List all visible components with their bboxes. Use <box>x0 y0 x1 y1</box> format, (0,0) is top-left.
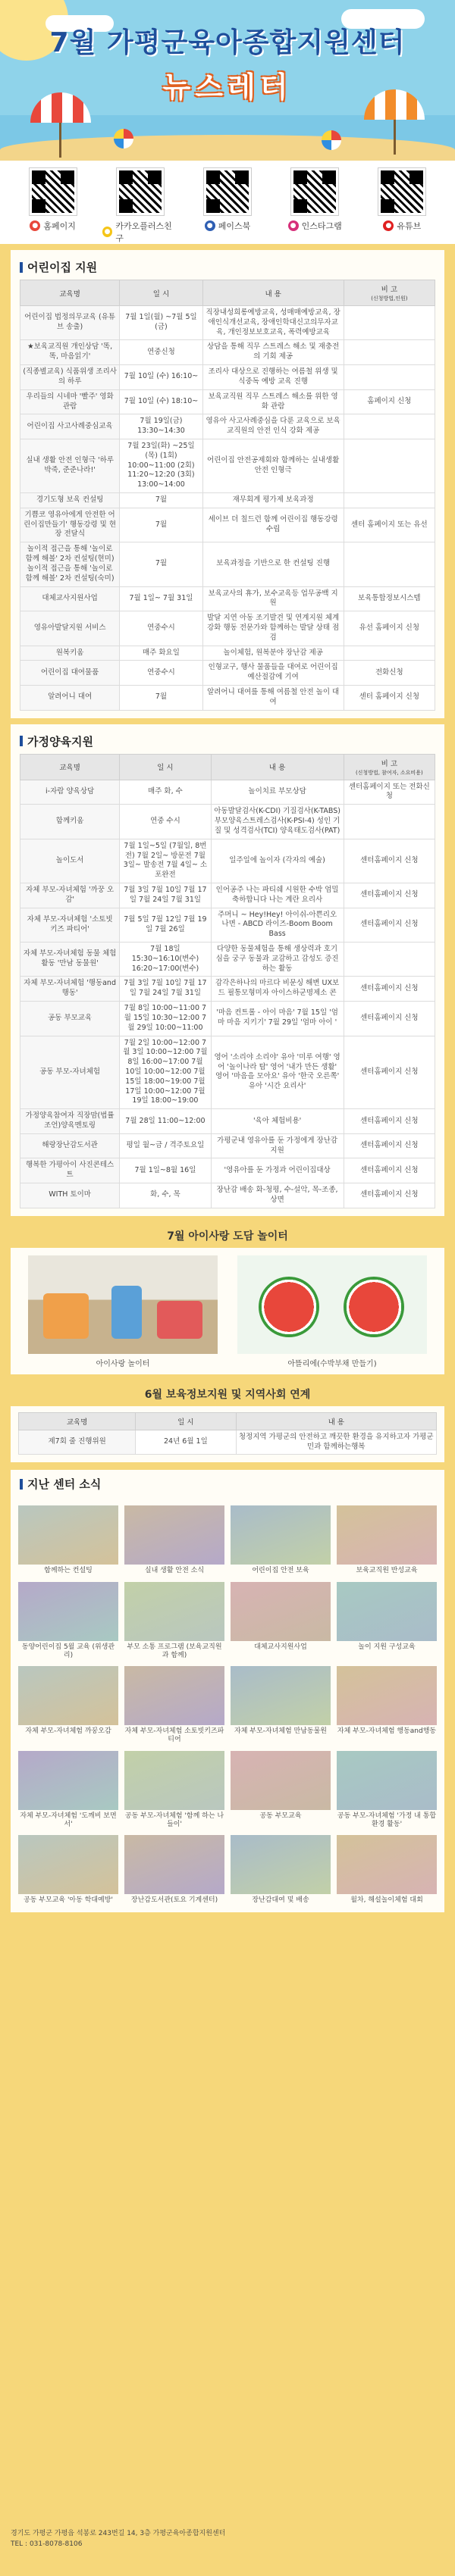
table-cell: 센터홈페이지 신청 <box>344 883 435 908</box>
table-cell: 보육교사의 휴가, 보수교육등 업무공백 지원 <box>202 586 344 611</box>
news-photo <box>231 1505 331 1565</box>
table-row <box>20 439 435 492</box>
col-header: 교육명 <box>20 754 120 780</box>
beach-ball-icon <box>322 130 341 150</box>
table-cell: 자체 부모-자녀체험 '행동and행동' <box>20 977 120 1002</box>
news-photo <box>337 1582 437 1641</box>
table-cell: ★보육교직원 개인상담 '똑, 똑, 마음읽기' <box>20 340 120 365</box>
daycare-table <box>20 280 435 711</box>
footer <box>11 2529 444 2549</box>
network-section <box>11 1382 444 1463</box>
table-cell: 재무회계 평가제 보육과정 <box>202 493 344 508</box>
title-bar-icon <box>20 262 23 273</box>
table-cell: 7월 23일(화) ~25일(목) (1회) 10:00~11:00 (2회) 11:20~12:20 (3회) 13:00~14:00 <box>120 439 202 492</box>
news-item <box>124 1582 224 1661</box>
news-item <box>18 1751 118 1830</box>
sns-item[interactable] <box>364 168 440 232</box>
news-caption: 보육교직원 반성교육 <box>356 1567 418 1575</box>
table-cell <box>344 646 435 661</box>
table-cell: 공동 부모교육 <box>20 1002 120 1036</box>
table-cell: 보육과정을 기반으로 한 컨설팅 진행 <box>202 542 344 586</box>
section-title: 7월 아이사랑 도담 놀이터 <box>11 1224 444 1248</box>
table-cell: 영유아 사고사례중심을 다룬 교육으로 보육교직원의 안전 인식 강화 제공 <box>202 414 344 439</box>
news-caption: 월차, 해설놀이체험 대회 <box>350 1896 423 1905</box>
table-cell: 24년 6월 1일 <box>136 1430 236 1455</box>
table-cell: 해랑장난감도서관 <box>20 1133 120 1158</box>
photo-caption: 아이사랑 놀이터 <box>96 1359 150 1368</box>
table-row <box>20 493 435 508</box>
news-item <box>18 1582 118 1661</box>
beach-ball-icon <box>114 129 133 148</box>
table-cell: 자체 부모-자녀체험 '소토빗 키즈 파티어' <box>20 908 120 942</box>
section-title: 어린이집 지원 <box>20 256 435 280</box>
table-cell: 어린이집 대여물품 <box>20 661 120 686</box>
table-cell: 우리들의 시네마 '빨주' 영화관람 <box>20 389 120 414</box>
qr-code[interactable] <box>117 168 164 215</box>
news-photo <box>337 1505 437 1565</box>
table-cell: 아동발달검사(K-CDI) 기질검사(K-TABS) 부모양육스트레스검사(K-PSI-4) 성인 기질 및 성격검사(TCI) 양육태도검사(PAT) <box>211 805 344 839</box>
table-cell: 놀이도서 <box>20 839 120 883</box>
table-row <box>20 686 435 711</box>
instagram-icon: ● <box>288 220 299 231</box>
table-cell: 연중수시 <box>120 661 202 686</box>
table-cell: 놀이체험, 원복분야 장난감 제공 <box>202 646 344 661</box>
table-cell: 센터 홈페이지 또는 유선 <box>344 508 435 542</box>
section-title: 지난 센터 소식 <box>11 1470 444 1498</box>
news-item <box>337 1751 437 1830</box>
table-cell: 7월 3일 7월 10일 7월 17일 7월 24일 7월 31일 <box>120 977 211 1002</box>
home-icon: ● <box>30 220 40 231</box>
table-cell: 센터홈페이지 신청 <box>344 1183 435 1208</box>
title-bar-icon <box>20 736 23 746</box>
table-cell: 7월 19일(금) 13:30~14:30 <box>120 414 202 439</box>
news-photo <box>231 1835 331 1894</box>
table-row <box>20 1158 435 1183</box>
home-support-section <box>11 724 444 1216</box>
table-row <box>20 1183 435 1208</box>
table-row <box>20 839 435 883</box>
news-caption: 장난감도서관(토요 기계센터) <box>130 1896 218 1905</box>
table-cell: 가정양육참여자 직장맘(법률조언)양육멘토링 <box>20 1109 120 1134</box>
table-cell: 알려어니 대여 <box>20 686 120 711</box>
youtube-icon: ● <box>383 220 394 231</box>
table-cell: '영유아를 둔 가정과 어린이집대상 <box>211 1158 344 1183</box>
sns-label: ● 카카오플러스친구 <box>102 220 178 244</box>
footer-phone: TEL : 031-8078-8106 <box>11 2540 83 2548</box>
table-cell: 센터홈페이지 신청 <box>344 839 435 883</box>
news-caption: 장난감대여 및 배송 <box>252 1896 309 1905</box>
news-photo <box>124 1751 224 1810</box>
news-item <box>124 1751 224 1830</box>
table-row <box>20 977 435 1002</box>
table-row <box>20 1002 435 1036</box>
news-item <box>18 1666 118 1745</box>
news-caption: 동양어린이집 5월 교육 (위생관리) <box>21 1643 115 1659</box>
news-item <box>231 1582 331 1661</box>
table-row <box>20 1109 435 1134</box>
table-cell: 7월 8일 10:00~11:00 7월 15일 10:30~12:00 7월 29일 10:00~11:00 <box>120 1002 211 1036</box>
table-cell: 주머니 ~ Hey!Hey! 아이쉬-아쁜리오 나면 - ABCD 라이즈-Boom Boom Bass <box>211 908 344 942</box>
news-item <box>337 1505 437 1575</box>
table-cell: 7월 10일 (수) 16:10~ <box>120 365 202 390</box>
table-cell: 평일 월~금 / 격주토요일 <box>120 1133 211 1158</box>
news-caption: 자체 부모-자녀체험 소토빗키즈파티어 <box>124 1727 224 1744</box>
col-header: 교육명 <box>20 280 120 306</box>
table-cell <box>344 439 435 492</box>
news-item <box>124 1666 224 1745</box>
table-cell: 자체 부모-자녀체험 '까꿍 오감' <box>20 883 120 908</box>
qr-code[interactable] <box>378 168 425 215</box>
table-cell: 청정지역 가평군의 안전하고 깨끗한 환경을 유지하고자 가평군민과 함께하는행복 <box>236 1430 437 1455</box>
table-cell: 함께키움 <box>20 805 120 839</box>
table-cell: 화, 수, 목 <box>120 1183 211 1208</box>
table-cell: 7월 1일~8월 16일 <box>120 1158 211 1183</box>
umbrella-pole <box>59 121 61 158</box>
table-cell: 가평군내 영유아를 둔 가정에게 장난감 지원 <box>211 1133 344 1158</box>
news-photo <box>124 1505 224 1565</box>
table-cell: 장난감 배송 화-청평, 수-설악, 목-조종,상면 <box>211 1183 344 1208</box>
table-cell: 센터홈페이지 신청 <box>344 1002 435 1036</box>
table-cell: 7월 <box>120 686 202 711</box>
col-header: 일 시 <box>120 280 202 306</box>
table-cell <box>344 805 435 839</box>
table-cell: 7월 1일~5일 (7월일, 8번전) 7월 2일~ 방문전 7월 3일~ 발송전 7월 4일~ 소포완전 <box>120 839 211 883</box>
news-photo <box>18 1666 118 1725</box>
table-cell: 경기도형 보육 컨설팅 <box>20 493 120 508</box>
table-cell: 보육교직원 직무 스트레스 해소를 위한 영화 관람 <box>202 389 344 414</box>
table-cell: 7월 1일~ 7월 31일 <box>120 586 202 611</box>
table-cell: 7월 <box>120 508 202 542</box>
news-photo <box>124 1835 224 1894</box>
table-cell <box>344 365 435 390</box>
table-cell: 영어 '소리야 소리야' 유아 '미루 여행' 영어 '놀이나라 탐' 영어 '내가 만든 생활' 영어 '마음을 모아요' 유아 '한국 오른쪽' 유아 '시간 요리사' <box>211 1036 344 1109</box>
news-item <box>231 1835 331 1905</box>
table-cell <box>344 340 435 365</box>
news-item <box>337 1582 437 1661</box>
table-cell: 인어공주 나는 파티쉐 시원한 수박 엄밀 축하합니다 나는 계란 요리사 <box>211 883 344 908</box>
table-row <box>20 661 435 686</box>
news-photo <box>18 1751 118 1810</box>
news-photo <box>124 1582 224 1641</box>
news-caption: 자체 부모-자녀체험 '도깨비 보면서' <box>20 1812 117 1828</box>
news-caption: 부모 소통 프로그램 (보육교직원과 함께) <box>127 1643 222 1659</box>
col-header: 비 고 (신청방법, 참여자, 소요비용) <box>344 754 435 780</box>
table-cell: 제7회 줄 진행위원 <box>19 1430 136 1455</box>
news-caption: 자체 부모-자녀체험 행동and행동 <box>337 1727 437 1736</box>
table-cell: 7월 28일 11:00~12:00 <box>120 1109 211 1134</box>
sns-label: ● 홈페이지 <box>30 220 76 232</box>
news-photo <box>231 1666 331 1725</box>
news-caption: 놀이 지원 구성교육 <box>358 1643 416 1651</box>
kakao-icon: ● <box>102 227 113 237</box>
qr-code[interactable] <box>30 168 77 215</box>
table-cell: 일주일에 놀이자 (각자의 예술) <box>211 839 344 883</box>
table-cell: 연중수시 <box>120 611 202 646</box>
table-cell: 공동 부모-자녀체험 <box>20 1036 120 1109</box>
daycare-support-section <box>11 250 444 718</box>
news-photo <box>231 1582 331 1641</box>
section-title: 가정양육지원 <box>20 730 435 754</box>
table-cell: 유선 홈페이지 신청 <box>344 611 435 646</box>
news-item <box>231 1505 331 1575</box>
table-cell: 센터홈페이지 또는 전화신청 <box>344 780 435 805</box>
table-cell: 7월 18일 15:30~16:10(변수) 16:20~17:00(변수) <box>120 943 211 977</box>
col-header: 내 용 <box>236 1412 437 1430</box>
col-header: 비 고 (신청방법,인원) <box>344 280 435 306</box>
news-item <box>124 1835 224 1905</box>
col-header: 일 시 <box>120 754 211 780</box>
table-cell: 7월 <box>120 542 202 586</box>
qr-code[interactable] <box>291 168 338 215</box>
news-photo <box>124 1666 224 1725</box>
table-cell: 홈페이지 신청 <box>344 389 435 414</box>
table-cell: 7월 3일 7월 10일 7월 17일 7월 24일 7월 31일 <box>120 883 211 908</box>
title-bar-icon <box>20 1479 23 1490</box>
news-section <box>11 1470 444 1912</box>
photo-card <box>237 1255 427 1368</box>
table-cell: 자체 부모-자녀체험 동물 체험활동 '만남 동물원' <box>20 943 120 977</box>
table-cell: 상담을 통해 직무 스트레스 해소 및 재충전의 기회 제공 <box>202 340 344 365</box>
table-cell: 감각은하나의 마르다 비문싱 해변 UX보드 필통모형미자 아이스하군명제소 콘 <box>211 977 344 1002</box>
news-photo <box>18 1582 118 1641</box>
table-cell: 매주 화요일 <box>120 646 202 661</box>
news-photo <box>18 1505 118 1565</box>
table-cell: 센터홈페이지 신청 <box>344 908 435 942</box>
table-cell: i-자람 양육상담 <box>20 780 120 805</box>
sns-item[interactable] <box>277 168 353 232</box>
table-row <box>20 611 435 646</box>
playroom-photo <box>28 1255 218 1354</box>
table-cell: 발달 지연 아동 조기발견 및 연계지원 체계 강화 행동 전문가와 함께하는 발달 상태 점검 <box>202 611 344 646</box>
network-table <box>18 1412 437 1455</box>
news-photo <box>337 1666 437 1725</box>
table-cell <box>344 414 435 439</box>
footer-address: 경기도 가평군 가평읍 석봉로 243번길 14, 3층 가평군육아종합지원센터 <box>11 2530 226 2537</box>
table-cell: 센터홈페이지 신청 <box>344 1036 435 1109</box>
col-header: 내 용 <box>211 754 344 780</box>
table-row <box>20 340 435 365</box>
table-row <box>20 1036 435 1109</box>
table-cell: 인형교구, 행사 물품들을 대여로 어린이집 예산절감에 기여 <box>202 661 344 686</box>
table-cell: 행복한 가평아이 사진콘테스트 <box>20 1158 120 1183</box>
news-caption: 어린이집 안전 보육 <box>252 1567 309 1575</box>
col-header: 내 용 <box>202 280 344 306</box>
table-row <box>20 389 435 414</box>
table-cell: 센터홈페이지 신청 <box>344 977 435 1002</box>
header-banner <box>0 0 455 161</box>
news-item <box>18 1835 118 1905</box>
table-cell: 어린이집 법정의무교육 (유튜브 송출) <box>20 306 120 340</box>
sand-decoration <box>0 135 455 161</box>
sns-item[interactable] <box>15 168 91 232</box>
table-row <box>20 805 435 839</box>
table-cell: 조리사 대상으로 진행하는 여름철 위생 및 식중독 예방 교육 진행 <box>202 365 344 390</box>
table-cell: 센터홈페이지 신청 <box>344 1109 435 1134</box>
watermelon-fan-photo <box>237 1255 427 1354</box>
news-photo <box>231 1751 331 1810</box>
sns-item[interactable] <box>102 168 178 244</box>
table-cell: 원복키움 <box>20 646 120 661</box>
table-cell: '마음 컨트롤 - 아이 마음' 7월 15일 '엄마 마음 지키기' 7월 29일 '엄마 아이 ' <box>211 1002 344 1036</box>
table-cell: 7월 2일 10:00~12:00 7월 3일 10:00~12:00 7월 8일 16:00~17:00 7월 10일 10:00~12:00 7월 15일 18:00~19:00 7월 17일 10:00~12:00 7월 19일 18:00~19:00 <box>120 1036 211 1109</box>
photo-card <box>28 1255 218 1368</box>
playground-section <box>11 1224 444 1374</box>
table-cell: 센터홈페이지 신청 <box>344 1158 435 1183</box>
news-item <box>231 1666 331 1745</box>
sns-label: ● 유튜브 <box>383 220 421 232</box>
table-cell: 어린이집 안전공제회와 함께하는 실내생활 안전 인형극 <box>202 439 344 492</box>
table-cell: 다양한 동물체험을 통해 생상력과 호기심을 궁구 동물과 교감하고 감성도 증진하는 활동 <box>211 943 344 977</box>
table-row <box>20 365 435 390</box>
table-cell: 전화신청 <box>344 661 435 686</box>
table-cell: 놀이치료 부모상담 <box>211 780 344 805</box>
table-row <box>20 780 435 805</box>
news-item <box>231 1751 331 1830</box>
news-caption: 실내 생활 안전 소식 <box>144 1567 205 1575</box>
col-header: 교육명 <box>19 1412 136 1430</box>
table-row <box>20 542 435 586</box>
table-cell: 영유아발달지원 서비스 <box>20 611 120 646</box>
table-row <box>20 414 435 439</box>
news-caption: 자체 부모-자녀체험 만남동물원 <box>234 1727 327 1736</box>
table-cell: WITH 토이마 <box>20 1183 120 1208</box>
news-photo <box>337 1751 437 1810</box>
section-title: 6월 보육정보지원 및 지역사회 연계 <box>11 1382 444 1406</box>
table-cell: 연중 수시 <box>120 805 211 839</box>
table-cell: 어린이집 사고사례중심교육 <box>20 414 120 439</box>
news-caption: 자체 부모-자녀체험 까꿍오감 <box>25 1727 111 1736</box>
news-item <box>337 1666 437 1745</box>
news-photo <box>18 1835 118 1894</box>
sns-bar <box>0 161 455 244</box>
table-cell: 센터홈페이지 신청 <box>344 1133 435 1158</box>
table-cell: '육아 체험비용' <box>211 1109 344 1134</box>
news-caption: 함께하는 컨설팅 <box>44 1567 93 1575</box>
table-cell: 놀이적 접근을 통해 '놀이로 함께 해볼' 2차 컨설팅(현미) 놀이적 접근을 통해 '놀이로 함께 해볼' 2차 컨설팅(숙미) <box>20 542 120 586</box>
table-cell <box>344 542 435 586</box>
sns-label: ● 페이스북 <box>205 220 251 232</box>
sns-item[interactable] <box>190 168 265 232</box>
table-cell: 매주 화, 수 <box>120 780 211 805</box>
col-header: 일 시 <box>136 1412 236 1430</box>
photo-caption: 아뜰리에(수박부채 만들기) <box>287 1359 377 1368</box>
table-cell: 실내 생활 안전 인형극 '하루 박죽, 준준나라!' <box>20 439 120 492</box>
table-row <box>20 586 435 611</box>
table-cell: 기쁨코 영유아에게 안전한 어린이집만들기' 행동강령 및 현장 전달식 <box>20 508 120 542</box>
news-item <box>337 1835 437 1905</box>
qr-code[interactable] <box>204 168 251 215</box>
table-cell: 직장내성희롱예방교육, 성매매예방교육, 장애인식개선교육, 장애인학대신고의무자교육, 개인정보보호교육, 폭력예방교육 <box>202 306 344 340</box>
table-cell <box>344 306 435 340</box>
table-cell: 센터 홈페이지 신청 <box>344 686 435 711</box>
table-row <box>19 1430 437 1455</box>
table-row <box>20 883 435 908</box>
news-photo <box>337 1835 437 1894</box>
facebook-icon: ● <box>205 220 215 231</box>
table-cell: 7월 <box>120 493 202 508</box>
news-photo-grid <box>11 1498 444 1912</box>
table-row <box>20 306 435 340</box>
table-cell: 세이브 더 칠드런 함께 어린이집 행동강령 수립 <box>202 508 344 542</box>
news-caption: 공동 부모교육 <box>259 1812 302 1820</box>
table-row <box>20 1133 435 1158</box>
news-caption: 대체교사지원사업 <box>254 1643 307 1651</box>
table-cell: 7월 5일 7월 12일 7월 19일 7월 26일 <box>120 908 211 942</box>
table-cell <box>344 943 435 977</box>
table-row <box>20 508 435 542</box>
umbrella-pole <box>394 118 396 155</box>
news-caption: 공동 부모교육 '아동 학대예방' <box>24 1896 113 1905</box>
news-item <box>124 1505 224 1575</box>
table-cell: (직종별교육) 식품위생 조리사의 하루 <box>20 365 120 390</box>
table-cell: 7월 10일 (수) 18:10~ <box>120 389 202 414</box>
table-row <box>20 943 435 977</box>
table-row <box>20 908 435 942</box>
news-item <box>18 1505 118 1575</box>
table-cell <box>344 493 435 508</box>
table-cell: 연중신청 <box>120 340 202 365</box>
table-cell: 알려어니 대여를 통해 여름철 안전 놀이 대여 <box>202 686 344 711</box>
news-caption: 공동 부모-자녀체험 '가정 내 통합 환경 활동' <box>337 1812 437 1828</box>
table-row <box>20 646 435 661</box>
sns-label: ● 인스타그램 <box>288 220 342 232</box>
page-title: 7월 가평군육아종합지원센터 <box>49 27 406 58</box>
table-cell: 보육통합정보시스템 <box>344 586 435 611</box>
news-caption: 공동 부모-자녀체험 '함께 하는 나들이' <box>124 1812 224 1828</box>
page-subtitle: 뉴스레터 <box>162 70 293 104</box>
table-cell: 대체교사지원사업 <box>20 586 120 611</box>
home-table <box>20 754 435 1208</box>
table-cell: 7월 1일(월) ~7월 5일(금) <box>120 306 202 340</box>
